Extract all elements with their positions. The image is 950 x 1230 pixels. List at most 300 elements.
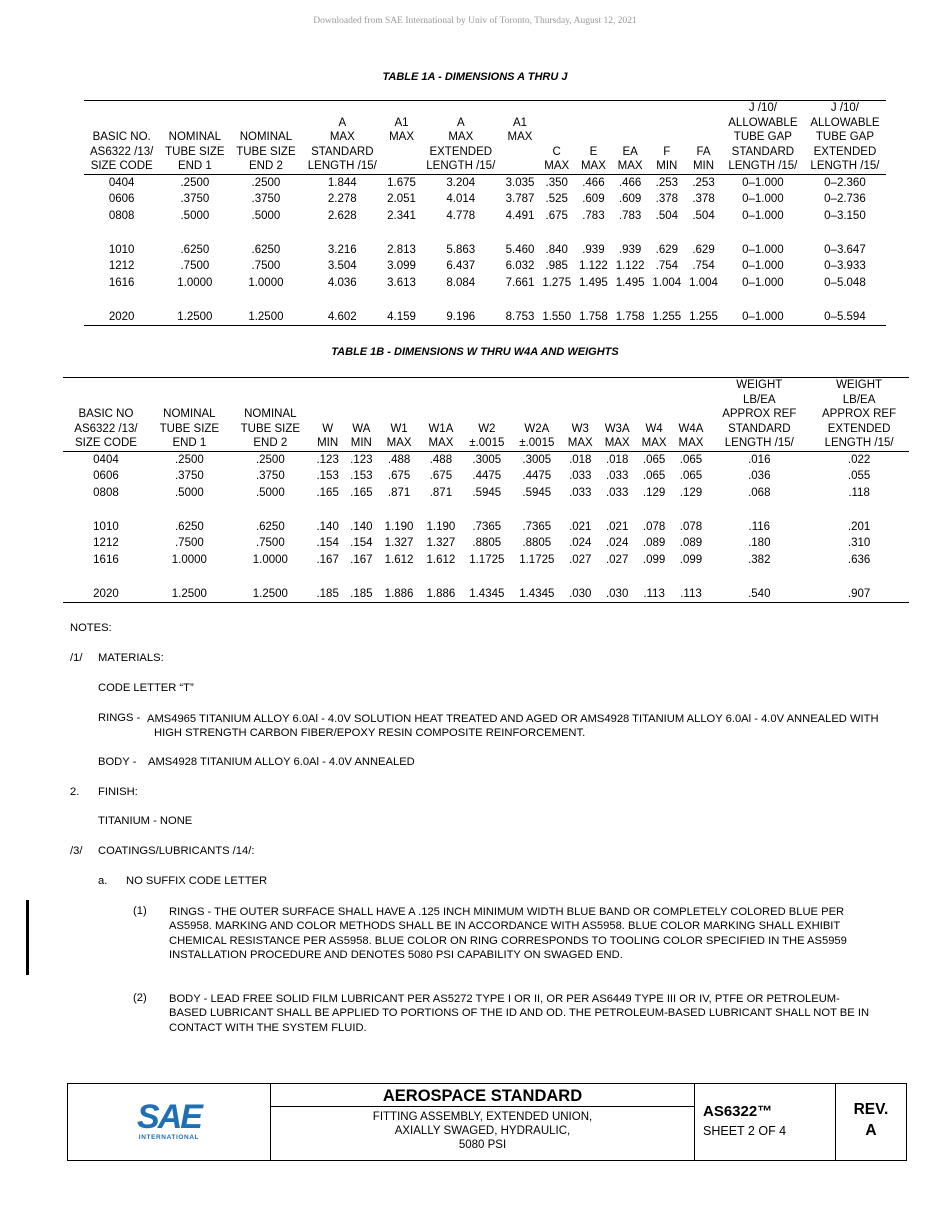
table-cell: .7500	[255, 537, 285, 550]
table-cell: .675	[545, 209, 568, 222]
note-2-title: FINISH:	[98, 786, 138, 798]
table-1a-header-col-12	[722, 101, 804, 175]
table-cell: .488	[387, 453, 411, 466]
table-1a-header-line: MAX	[329, 131, 355, 143]
table-1a-header-col-1	[159, 101, 230, 175]
table-cell: 1.0000	[177, 277, 213, 290]
table-cell: .4475	[522, 470, 552, 483]
table-cell: 0–1.000	[742, 209, 784, 222]
table-cell: .253	[692, 176, 715, 189]
download-watermark: Downloaded from SAE International by Univ of Toronto, Thursday, August 12, 2021	[313, 16, 637, 26]
table-cell: .078	[642, 520, 666, 533]
table-cell: 3.204	[446, 176, 476, 189]
table-cell: .030	[562, 586, 599, 603]
table-cell: 3.099	[387, 260, 416, 273]
table-cell: 2020	[63, 586, 149, 603]
table-cell: .7500	[174, 537, 204, 550]
table-cell: 1.612	[384, 554, 414, 567]
table-1a-header-line: STANDARD	[311, 145, 374, 158]
table-1b-header-line: LENGTH /15/	[724, 437, 794, 449]
table-1a-header-line: EXTENDED	[429, 145, 493, 158]
table-cell: 0808	[93, 486, 119, 499]
body-text: AMS4928 TITANIUM ALLOY 6.0Al - 4.0V ANNEALED	[148, 756, 415, 768]
table-cell: .185	[344, 586, 378, 603]
table-1a-header-line: SIZE CODE	[90, 160, 153, 172]
table-cell: 3.035	[505, 176, 535, 189]
table-cell: .036	[748, 470, 771, 483]
table-cell: .609	[582, 193, 605, 206]
table-1a-header-line: LENGTH /15/	[307, 160, 377, 172]
table-cell: .3005	[472, 453, 502, 466]
table-1b-header-line: AS6322 /13/	[74, 422, 138, 435]
table-cell: 1212	[108, 260, 135, 273]
note-1-number: /1/	[70, 652, 83, 664]
table-1b-header-line: BASIC NO	[78, 408, 134, 420]
table-cell: .033	[605, 486, 629, 499]
table-cell: 1.758	[612, 309, 649, 326]
table-cell: .154	[350, 537, 373, 550]
table-1a-header-line: NOMINAL	[239, 131, 293, 143]
table-cell: 7.661	[505, 277, 535, 290]
table-row	[63, 535, 909, 552]
table-cell: 0606	[108, 193, 135, 206]
table-1a-header-col-8	[575, 101, 612, 175]
table-cell: .466	[618, 176, 642, 189]
table-cell: .939	[618, 243, 642, 256]
table-1a-header-col-9	[612, 101, 649, 175]
table-1a-header-col-2	[230, 101, 301, 175]
table-cell: .078	[679, 520, 703, 533]
table-1b-header-col-4	[344, 378, 378, 452]
standard-title: AEROSPACE STANDARD	[271, 1084, 694, 1107]
table-cell: .018	[569, 453, 592, 466]
table-row	[84, 309, 886, 326]
item-1-text: RINGS - THE OUTER SURFACE SHALL HAVE A .125 INCH MINIMUM WIDTH BLUE BAND OR COMPLETELY COLORED BLUE PER AS5958. MARKING AND COLOR METHODS SHALL BE IN ACCORDANCE WITH AS5958. BLUE COLOR MARKING SHALL EXHIBIT CHEMICAL RESISTANCE PER AS5958. BLUE COLOR ON RING CORRESPONDS TO TOOLING COLOR SPECIFIED IN THE AS5959 INSTALLATION PROCEDURE AND DENOTES 5080 PSI CAPABILITY ON SWAGED END.	[169, 906, 847, 961]
table-cell: .985	[545, 260, 568, 273]
table-row	[84, 174, 886, 191]
table-cell: 0–5.048	[824, 277, 866, 290]
table-cell: .6250	[255, 520, 285, 533]
table-1b-header-col-10	[599, 378, 636, 452]
table-cell: .185	[311, 586, 345, 603]
table-cell: 1.275	[542, 277, 572, 290]
table-cell: .180	[748, 537, 771, 550]
table-cell: 0–3.647	[824, 243, 866, 256]
table-cell: .609	[618, 193, 642, 206]
table-cell: 0–2.736	[824, 193, 866, 206]
table-cell: 2.628	[327, 209, 357, 222]
table-cell: 4.159	[383, 309, 420, 326]
table-cell: 3.613	[387, 277, 416, 290]
table-1b-header-line: SIZE CODE	[74, 437, 137, 449]
table-cell: .118	[848, 486, 870, 499]
table-cell: .5945	[472, 486, 502, 499]
table-cell: 1.886	[378, 586, 420, 603]
table-cell: 1.675	[387, 176, 416, 189]
table-1a-header-line: EXTENDED	[813, 145, 877, 158]
table-cell: .140	[316, 520, 339, 533]
table-row	[84, 258, 886, 275]
table-1b-header-line: MAX	[604, 437, 630, 449]
table-1a-header-col-10	[648, 101, 685, 175]
table-cell: .675	[429, 470, 453, 483]
table-1a-header-line: TUBE SIZE	[236, 145, 296, 158]
table-1b-header-col-9	[562, 378, 599, 452]
table-1b-header-col-1	[149, 378, 230, 452]
table-row	[63, 468, 909, 485]
table-cell: .024	[569, 537, 592, 550]
document-number: AS6322™	[703, 1103, 773, 1120]
table-cell: 0–1.000	[742, 243, 784, 256]
table-cell: .123	[350, 453, 373, 466]
table-cell: .055	[847, 470, 871, 483]
description-line-2: AXIALLY SWAGED, HYDRAULIC,	[394, 1125, 571, 1137]
table-cell: 1.495	[579, 277, 608, 290]
table-cell: .099	[642, 554, 666, 567]
item-1-number: (1)	[133, 905, 147, 917]
table-1a-header-line: LENGTH /15/	[810, 160, 880, 172]
table-1a-header-line: J /10/	[830, 102, 860, 114]
document-description	[271, 1110, 694, 1152]
table-cell: .033	[569, 486, 592, 499]
table-cell: 3.216	[327, 243, 357, 256]
revision-cell	[836, 1084, 906, 1160]
table-cell: .907	[809, 586, 909, 603]
table-1b-header-line: MAX	[641, 437, 667, 449]
table-cell: 4.014	[446, 193, 476, 206]
table-1b-header-line: TUBE SIZE	[240, 422, 301, 435]
table-1a-header-line: F	[663, 145, 671, 158]
table-1a-header-line: MIN	[692, 160, 715, 172]
table-cell: .065	[679, 470, 703, 483]
table-cell: .629	[692, 243, 715, 256]
table-1b-header-col-14	[809, 378, 909, 452]
description-line-1: FITTING ASSEMBLY, EXTENDED UNION,	[372, 1111, 593, 1123]
table-1b-header-line: EXTENDED	[827, 422, 891, 435]
revision-change-bar	[26, 900, 29, 975]
table-1a-header-col-0	[84, 101, 159, 175]
table-cell: .2500	[251, 176, 281, 189]
table-cell: 1.4345	[512, 586, 562, 603]
table-cell: 4.602	[301, 309, 383, 326]
table-cell: .116	[748, 520, 771, 533]
note-3-title: COATINGS/LUBRICANTS /14/:	[98, 845, 255, 857]
table-cell: .5000	[180, 209, 210, 222]
table-cell: 8.084	[446, 277, 476, 290]
table-1b-header-line: APPROX REF	[822, 408, 897, 420]
table-cell: .3750	[251, 193, 281, 206]
table-cell: .3750	[180, 193, 210, 206]
table-cell: .2500	[255, 453, 285, 466]
table-cell: 8.753	[502, 309, 539, 326]
table-1a-header-line: BASIC NO.	[92, 131, 151, 143]
table-1a-header-col-4	[383, 101, 420, 175]
table-1a-header-line: MAX	[389, 131, 414, 143]
table-1a-header-line: MAX	[507, 131, 533, 143]
table-cell: .165	[350, 486, 373, 499]
table-cell: 6.437	[446, 260, 476, 273]
table-1b-header-line: MAX	[678, 437, 704, 449]
table-1a-header-col-5	[420, 101, 502, 175]
table-cell: .065	[642, 470, 666, 483]
table-cell: .021	[605, 520, 629, 533]
table-cell: .113	[636, 586, 673, 603]
table-1b-header-col-7	[462, 378, 512, 452]
table-cell: 1.1725	[469, 554, 505, 567]
table-1a-header-line: A1	[394, 116, 409, 129]
table-cell: .253	[655, 176, 679, 189]
table-cell: 1.0000	[248, 277, 284, 290]
table-row	[63, 519, 909, 536]
table-cell: .167	[350, 554, 373, 567]
table-row	[84, 275, 886, 292]
table-cell: 4.778	[446, 209, 476, 222]
table-cell: .636	[847, 554, 871, 567]
table-cell: .129	[679, 486, 703, 499]
table-cell: .310	[847, 537, 871, 550]
table-1a-header-line: J /10/	[748, 102, 777, 114]
table-cell: 1.255	[685, 309, 722, 326]
table-cell: 1.2500	[230, 586, 311, 603]
table-1a-header-line	[504, 159, 537, 174]
table-cell: .783	[582, 209, 605, 222]
table-cell: .022	[847, 453, 871, 466]
table-cell: .7365	[522, 520, 552, 533]
table-1b-header-col-12	[673, 378, 710, 452]
table-cell: .016	[748, 453, 771, 466]
table-1a-header-line: MAX	[544, 160, 570, 172]
note-3-number: /3/	[70, 845, 83, 857]
table-cell: .153	[350, 470, 373, 483]
table-1b-header-line: LENGTH /15/	[824, 437, 894, 449]
item-2-number: (2)	[133, 992, 147, 1004]
table-cell: .065	[642, 453, 666, 466]
row-group-spacer	[84, 225, 886, 242]
table-cell: .675	[387, 470, 411, 483]
table-cell: 4.491	[505, 209, 535, 222]
sub-a-title: NO SUFFIX CODE LETTER	[126, 875, 268, 887]
table-row	[63, 485, 909, 502]
table-cell: 2.051	[387, 193, 416, 206]
table-cell: .629	[655, 243, 679, 256]
table-1b-header-line: W1	[390, 422, 408, 435]
table-cell: .488	[429, 453, 453, 466]
table-cell: .466	[582, 176, 605, 189]
table-1a-header-line: END 1	[177, 160, 212, 172]
table-cell: .378	[692, 193, 715, 206]
row-group-spacer	[63, 569, 909, 586]
table-cell: 1.327	[426, 537, 456, 550]
table-cell: 1.612	[426, 554, 456, 567]
note-1-title: MATERIALS:	[98, 652, 164, 664]
table-row	[63, 586, 909, 603]
table-cell: 1.190	[384, 520, 414, 533]
table-cell: .8805	[472, 537, 502, 550]
table-cell: 4.036	[327, 277, 357, 290]
table-1b-header-col-11	[636, 378, 673, 452]
table-row	[63, 451, 909, 468]
table-cell: .350	[545, 176, 568, 189]
table-cell: .113	[673, 586, 710, 603]
table-cell: .378	[655, 193, 679, 206]
table-cell: .140	[350, 520, 373, 533]
table-cell: 1.4345	[462, 586, 512, 603]
table-cell: 1.550	[538, 309, 575, 326]
table-1a-header-line: MIN	[656, 160, 678, 172]
table-1b-header-line: STANDARD	[728, 422, 791, 435]
table-cell: .033	[605, 470, 629, 483]
table-cell: 0808	[108, 209, 135, 222]
table-cell: .033	[569, 470, 592, 483]
table-1a-header-line: AS6322 /13/	[90, 145, 154, 158]
table-1b-header-col-3	[311, 378, 345, 452]
table-cell: .754	[655, 260, 679, 273]
table-1a-header-line	[504, 145, 537, 160]
table-1b-header-line: W3A	[604, 422, 630, 435]
table-cell: 1.0000	[252, 554, 288, 567]
table-1b-header-line: W2A	[524, 422, 550, 435]
table-1b-header-line: NOMINAL	[244, 408, 297, 420]
table-1a-header-col-3	[301, 101, 383, 175]
revision-label: REV.	[853, 1101, 889, 1118]
table-cell: 0404	[108, 176, 135, 189]
table-cell: 9.196	[420, 309, 502, 326]
table-1b-header-line: W3	[571, 422, 589, 435]
table-1b-header-line: LB/EA	[842, 393, 876, 406]
revision-value: A	[865, 1122, 877, 1139]
table-1b-header-line: ±.0015	[519, 437, 555, 449]
table-cell: .939	[582, 243, 605, 256]
table-1b-header-col-6	[420, 378, 462, 452]
table-1a	[84, 100, 886, 326]
table-1b-header-line: ±.0015	[469, 437, 505, 449]
table-cell: 1.495	[615, 277, 645, 290]
table-1b-header-line: WEIGHT	[736, 379, 783, 391]
table-cell: 0–5.594	[804, 309, 886, 326]
table-cell: 1.2500	[159, 309, 230, 326]
table-1a-header-line: MAX	[617, 160, 643, 172]
table-1b-header-line: WEIGHT	[836, 379, 883, 391]
row-group-spacer	[84, 292, 886, 309]
table-cell: 1.2500	[230, 309, 301, 326]
table-1b-header-line: MAX	[386, 437, 412, 449]
table-1b-header-line: NOMINAL	[163, 408, 216, 420]
table-1a-header-line: ALLOWABLE	[810, 116, 880, 129]
table-1b-header-line: MAX	[428, 437, 454, 449]
table-1a-header-line	[385, 145, 418, 160]
table-cell: 1.886	[420, 586, 462, 603]
table-cell: .5000	[255, 486, 285, 499]
table-1b-header-line: END 2	[253, 437, 288, 449]
table-cell: 2.278	[327, 193, 357, 206]
table-1b-header-line: W	[322, 422, 334, 435]
table-cell: 1.2500	[149, 586, 230, 603]
table-cell: .129	[642, 486, 666, 499]
table-cell: .2500	[180, 176, 210, 189]
table-cell: 1.004	[652, 277, 682, 290]
table-cell: .5945	[522, 486, 552, 499]
table-cell: .5000	[251, 209, 281, 222]
table-cell: 0404	[93, 453, 119, 466]
document-number-cell	[695, 1084, 836, 1160]
table-cell: 0–1.000	[722, 309, 804, 326]
table-cell: 1.255	[648, 309, 685, 326]
table-cell: .504	[655, 209, 679, 222]
table-1a-header-line	[385, 159, 418, 174]
table-1b-header-line: WA	[352, 422, 371, 435]
table-cell: .065	[679, 453, 703, 466]
table-cell: .6250	[251, 243, 281, 256]
table-cell: 1010	[93, 520, 119, 533]
table-1b-header-col-0	[63, 378, 149, 452]
table-1b	[63, 377, 909, 603]
item-2-text: BODY - LEAD FREE SOLID FILM LUBRICANT PER AS5272 TYPE I OR II, OR PER AS6449 TYPE III OR IV, PTFE OR PETROLEUM-BASED LUBRICANT SHALL BE APPLIED TO PORTIONS OF THE ID AND OD. THE PETROLEUM-BASED LUBRICANT SHALL NOT BE IN CONTACT WITH THE SYSTEM FLUID.	[169, 993, 870, 1034]
table-cell: .5000	[174, 486, 204, 499]
table-1b-header-col-8	[512, 378, 562, 452]
table-1a-header-line: A	[338, 116, 347, 129]
table-cell: 3.504	[327, 260, 357, 273]
table-cell: 0–2.360	[824, 176, 866, 189]
table-cell: .089	[679, 537, 703, 550]
table-1a-header-col-11	[685, 101, 722, 175]
notes-heading: NOTES:	[70, 622, 112, 634]
table-cell: 0–1.000	[742, 260, 784, 273]
sheet-number: SHEET 2 OF 4	[703, 1124, 787, 1138]
table-row	[84, 191, 886, 208]
table-cell: 5.460	[505, 243, 535, 256]
table-1a-header-line: NOMINAL	[168, 131, 222, 143]
table-cell: 1616	[108, 277, 135, 290]
table-row	[84, 208, 886, 225]
table-1b-header-line: TUBE SIZE	[159, 422, 220, 435]
table-1a-header-line: EA	[622, 145, 638, 158]
table-cell: 1616	[93, 554, 119, 567]
table-cell: 0–3.933	[824, 260, 866, 273]
table-cell: .165	[316, 486, 339, 499]
note-2-number: 2.	[70, 786, 80, 798]
table-1b-header-line: APPROX REF	[722, 408, 797, 420]
table-1a-header-line: END 2	[248, 160, 283, 172]
logo-cell	[68, 1084, 271, 1160]
table-cell: .201	[847, 520, 871, 533]
table-cell: .7365	[472, 520, 502, 533]
table-cell: .8805	[522, 537, 552, 550]
table-1a-header-line: C	[552, 145, 561, 158]
table-cell: 2.341	[387, 209, 416, 222]
table-1a-header-line: ALLOWABLE	[728, 116, 798, 129]
table-cell: .540	[709, 586, 809, 603]
table-cell: .089	[642, 537, 666, 550]
table-cell: .154	[316, 537, 339, 550]
table-cell: .3750	[255, 470, 285, 483]
table-cell: .871	[429, 486, 453, 499]
table-cell: .525	[545, 193, 568, 206]
table-cell: .7500	[180, 260, 210, 273]
table-cell: .6250	[174, 520, 204, 533]
table-cell: 1212	[93, 537, 119, 550]
table-1a-header-line: E	[589, 145, 598, 158]
table-cell: 1010	[108, 243, 135, 256]
table-cell: 3.787	[505, 193, 535, 206]
table-1b-title: TABLE 1B - DIMENSIONS W THRU W4A AND WEIGHTS	[331, 346, 619, 358]
table-cell: 1.122	[615, 260, 645, 273]
title-block	[67, 1083, 907, 1161]
table-cell: 0–1.000	[742, 277, 784, 290]
table-cell: 5.863	[446, 243, 476, 256]
table-cell: .7500	[251, 260, 281, 273]
rings-text: AMS4965 TITANIUM ALLOY 6.0Al - 4.0V SOLUTION HEAT TREATED AND AGED OR AMS4928 TITANIUM ALLOY 6.0Al - 4.0V ANNEALED WITH HIGH STRENGTH CARBON FIBER/EPOXY RESIN COMPOSITE REINFORCEMENT.	[147, 713, 879, 739]
table-cell: .027	[569, 554, 592, 567]
